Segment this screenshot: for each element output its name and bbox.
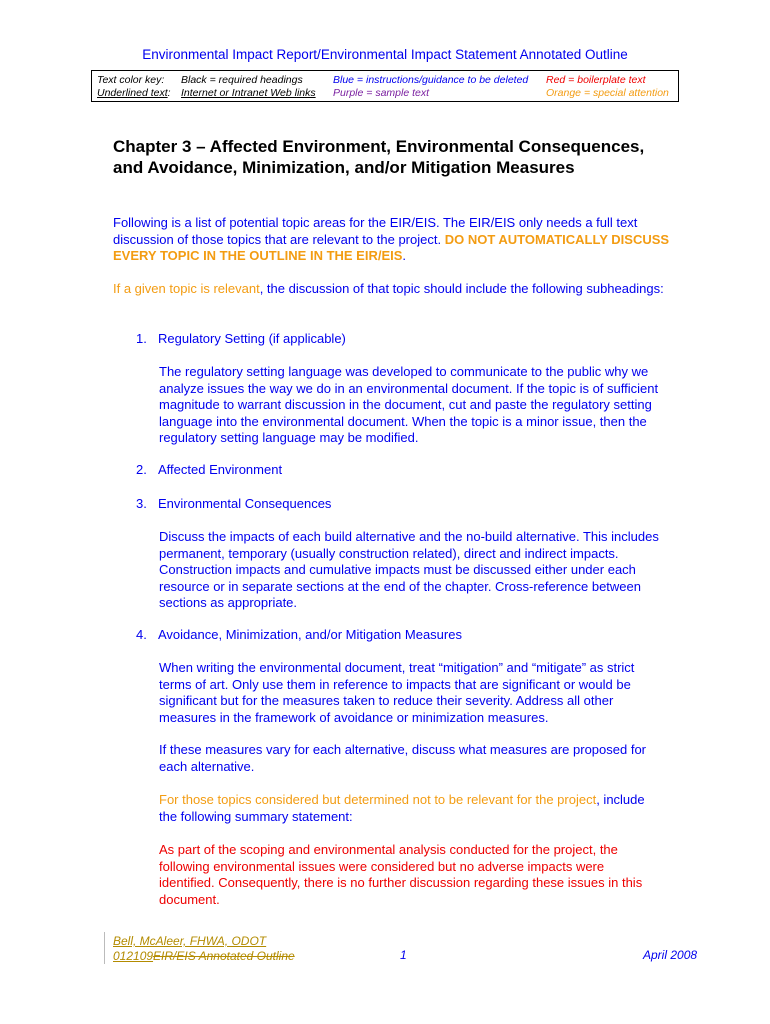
list-item: 3. Environmental Consequences (136, 496, 332, 511)
key-underline-label: Underlined text: (97, 87, 171, 99)
vary-text: If these measures vary for each alternative, discuss what measures are proposed for each alternative. (159, 742, 647, 774)
color-key-box (91, 70, 679, 102)
mitigation-text: When writing the environmental document, treat “mitigation” and “mitigate” as strict terms of art. Only use them in reference to impacts that are significant or would be significant but for the measures taken to reduce their severity. Address all other measures in the framework of avoidance or minimization measures. (159, 660, 635, 725)
intro-emphasis: DO NOT AUTOMATICALLY DISCUSS EVERY TOPIC IN THE OUTLINE IN THE EIR/EIS (113, 231, 670, 263)
not-relevant-text: For those topics considered but determined not to be relevant for the project, include the following summary statement: (159, 792, 645, 824)
key-links: Internet or Intranet Web links (181, 87, 316, 99)
key-red: Red = boilerplate text (546, 74, 646, 86)
key-blue: Blue = instructions/guidance to be deleted (333, 74, 529, 86)
footer-authors: Bell, McAleer, FHWA, ODOT 012109EIR/EIS Annotated Outline (113, 934, 295, 963)
key-label: Text color key: (97, 74, 165, 86)
key-orange: Orange = special attention (546, 87, 669, 99)
key-purple: Purple = sample text (333, 87, 430, 99)
list-item: 2. Affected Environment (136, 462, 283, 477)
intro-paragraph: Following is a list of potential topic areas for the EIR/EIS. The EIR/EIS only needs a full text discussion of those topics that are relevant to the project. DO NOT AUTOMATICALLY DISCUSS EVERY TOPIC IN THE OUTLINE IN THE EIR/EIS. (113, 215, 670, 263)
boilerplate-text: As part of the scoping and environmental analysis conducted for the project, the following environmental issues were considered but no adverse impacts were identified. Consequently, there is no further discussion regarding these issues in this document. (159, 842, 643, 907)
footer-divider (104, 932, 105, 964)
consequences-text: Discuss the impacts of each build alternative and the no-build alternative. This includes permanent, temporary (usually construction related), direct and indirect impacts. Construction impacts and cumulative impacts must be discussed either under each resource or in separate sections at the end of the chapter. Cross-reference between sections as appropriate. (159, 529, 659, 610)
list-item: 1. Regulatory Setting (if applicable) (136, 331, 346, 346)
list-item: 4. Avoidance, Minimization, and/or Mitigation Measures (136, 627, 462, 642)
page-number: 1 (400, 948, 407, 962)
chapter-title: Chapter 3 – Affected Environment, Environmental Consequences, and Avoidance, Minimization, and/or Mitigation Measures (113, 137, 645, 177)
page-header: Environmental Impact Report/Environmental Impact Statement Annotated Outline (142, 47, 628, 62)
regulatory-text: The regulatory setting language was developed to communicate to the public why we analyze issues the way we do in an environmental document. If the topic is of sufficient magnitude to warrant discussion in the document, cut and paste the regulatory setting language into the environmental document. When the topic is a minor issue, then the regulatory setting language may be modified. (159, 364, 659, 445)
key-black: Black = required headings (181, 74, 303, 86)
relevant-paragraph: If a given topic is relevant, the discussion of that topic should include the following subheadings: (113, 281, 664, 296)
footer-date: April 2008 (643, 948, 698, 962)
